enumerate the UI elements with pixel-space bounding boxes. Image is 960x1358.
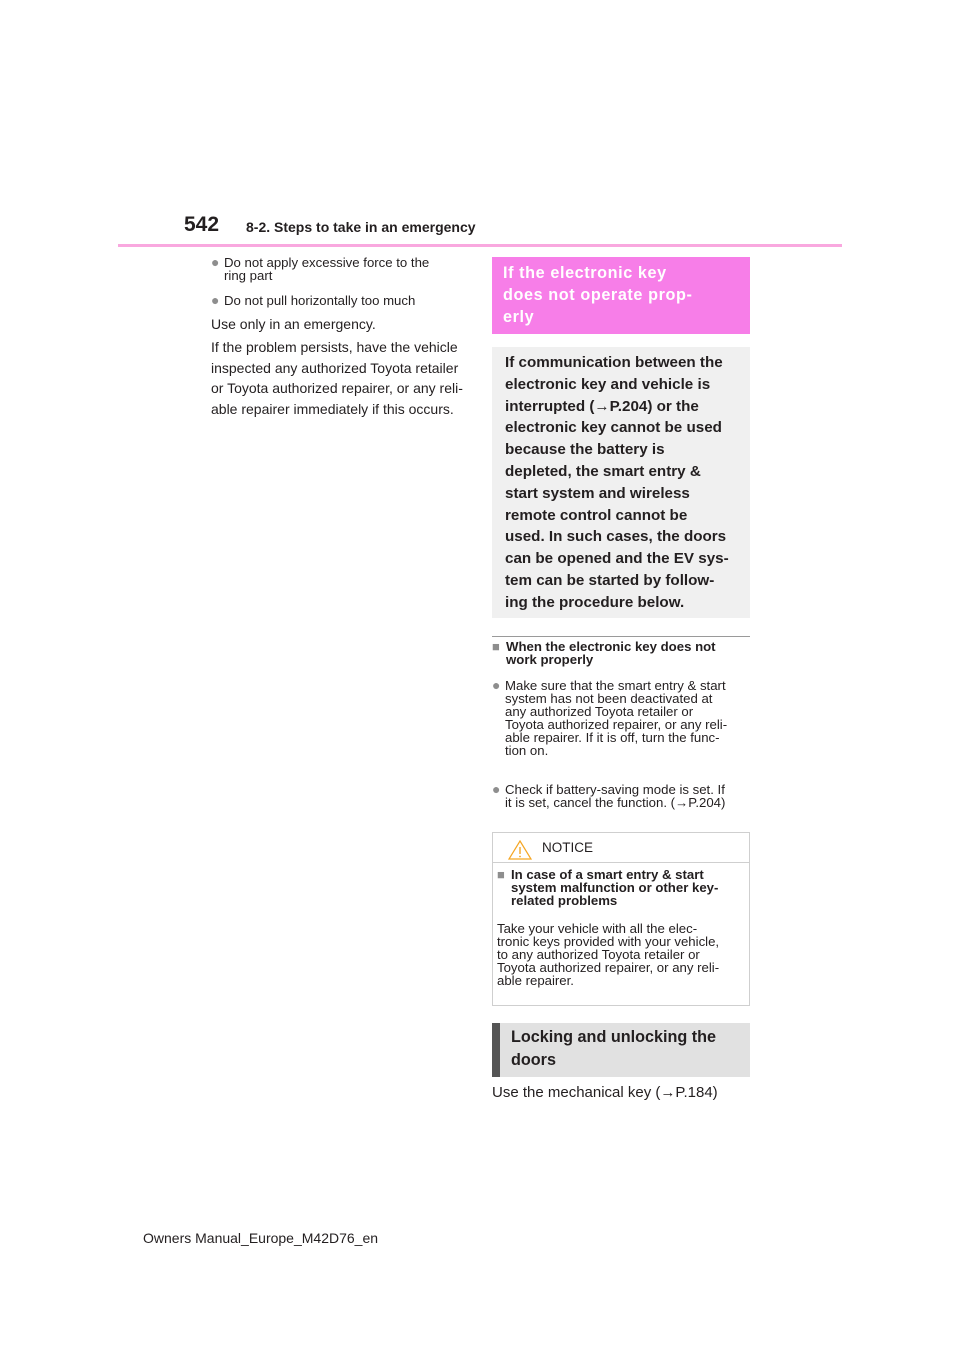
- heading-line: does not operate prop-: [503, 286, 693, 304]
- right-bullet-1: [492, 679, 750, 757]
- right-bullet-2: [492, 783, 750, 809]
- text-line: able repairer. If it is off, turn the func-: [505, 730, 720, 745]
- text-line: Toyota authorized repairer, or any reli-: [505, 717, 728, 732]
- text-line: able repairer.: [497, 973, 574, 988]
- notice-subheading: [497, 868, 745, 907]
- emergency-line: Use only in an emergency.: [211, 316, 376, 332]
- text-line: related problems: [511, 893, 618, 908]
- text-line: or Toyota authorized repairer, or any reli-: [211, 380, 463, 396]
- text-line: to any authorized Toyota retailer or: [497, 947, 700, 962]
- text-line: remote control cannot be: [505, 506, 688, 524]
- text-line: tem can be started by follow-: [505, 571, 715, 589]
- text-line: it is set, cancel the function. (→P.204): [505, 795, 726, 810]
- notice-header: [493, 833, 749, 863]
- text-line: Toyota authorized repairer, or any reli-: [497, 960, 720, 975]
- text-line: tronic keys provided with your vehicle,: [497, 934, 720, 949]
- divider: [492, 636, 750, 637]
- text-line: Do not apply excessive force to the: [224, 255, 430, 270]
- text-line: ring part: [224, 268, 273, 283]
- bullet-dot-icon: ●: [492, 781, 501, 797]
- text-line: system has not been deactivated at: [505, 691, 713, 706]
- text-line: tion on.: [505, 743, 549, 758]
- heading-line: If the electronic key: [503, 264, 667, 282]
- pink-section-heading: [492, 257, 750, 334]
- text-line: If communication between the: [505, 354, 723, 371]
- text-line: can be opened and the EV sys-: [505, 550, 729, 568]
- left-bullet-1: [211, 256, 469, 282]
- text-line: start system and wireless: [505, 484, 690, 502]
- bullet-dot-icon: ●: [492, 677, 501, 693]
- footer-text: Owners Manual_Europe_M42D76_en: [143, 1230, 379, 1246]
- notice-body: [497, 922, 745, 987]
- text-line: electronic key cannot be used: [505, 419, 722, 437]
- heading-line: Locking and unlocking the: [511, 1028, 717, 1046]
- text-line: work properly: [506, 652, 594, 667]
- left-paragraph: [211, 337, 469, 419]
- square-bullet-icon: ■: [497, 867, 505, 882]
- text-line: Make sure that the smart entry & start: [505, 678, 726, 693]
- bullet-dot-icon: ●: [211, 292, 220, 308]
- locking-heading: [492, 1023, 750, 1077]
- text-line: inspected any authorized Toyota retailer: [211, 359, 459, 376]
- text-line: Take your vehicle with all the elec-: [497, 921, 698, 936]
- text-line: any authorized Toyota retailer or: [505, 704, 694, 719]
- text-line: If the problem persists, have the vehicle: [211, 339, 458, 355]
- intro-box: [492, 347, 750, 618]
- notice-box: [492, 832, 750, 1006]
- heading-line: erly: [503, 308, 535, 326]
- text-line: ing the procedure below.: [505, 593, 685, 611]
- text-line: In case of a smart entry & start: [511, 867, 704, 882]
- text-line: electronic key and vehicle is: [505, 375, 711, 393]
- text-line: used. In such cases, the doors: [505, 528, 727, 546]
- subheading: [492, 640, 750, 666]
- text-line: When the electronic key does not: [506, 639, 716, 654]
- notice-title: NOTICE: [542, 840, 594, 855]
- text-line: interrupted (→P.204) or the: [505, 397, 699, 415]
- text-line: Check if battery-saving mode is set. If: [505, 782, 725, 797]
- text-line: able repairer immediately if this occurs.: [211, 400, 454, 417]
- section-title: 8-2. Steps to take in an emergency: [246, 219, 476, 235]
- locking-text: Use the mechanical key (→P.184): [492, 1084, 718, 1101]
- page-number: 542: [184, 213, 220, 236]
- text-line: Do not pull horizontally too much: [224, 293, 416, 308]
- text-line: because the battery is: [505, 441, 665, 459]
- header-rule: [118, 244, 842, 247]
- text-line: depleted, the smart entry &: [505, 462, 701, 480]
- text-line: system malfunction or other key-: [511, 880, 719, 895]
- warning-triangle-icon: [508, 840, 532, 860]
- heading-line: doors: [511, 1051, 556, 1069]
- bullet-dot-icon: ●: [211, 254, 220, 270]
- square-bullet-icon: ■: [492, 639, 500, 654]
- left-bullet-2: [211, 294, 469, 307]
